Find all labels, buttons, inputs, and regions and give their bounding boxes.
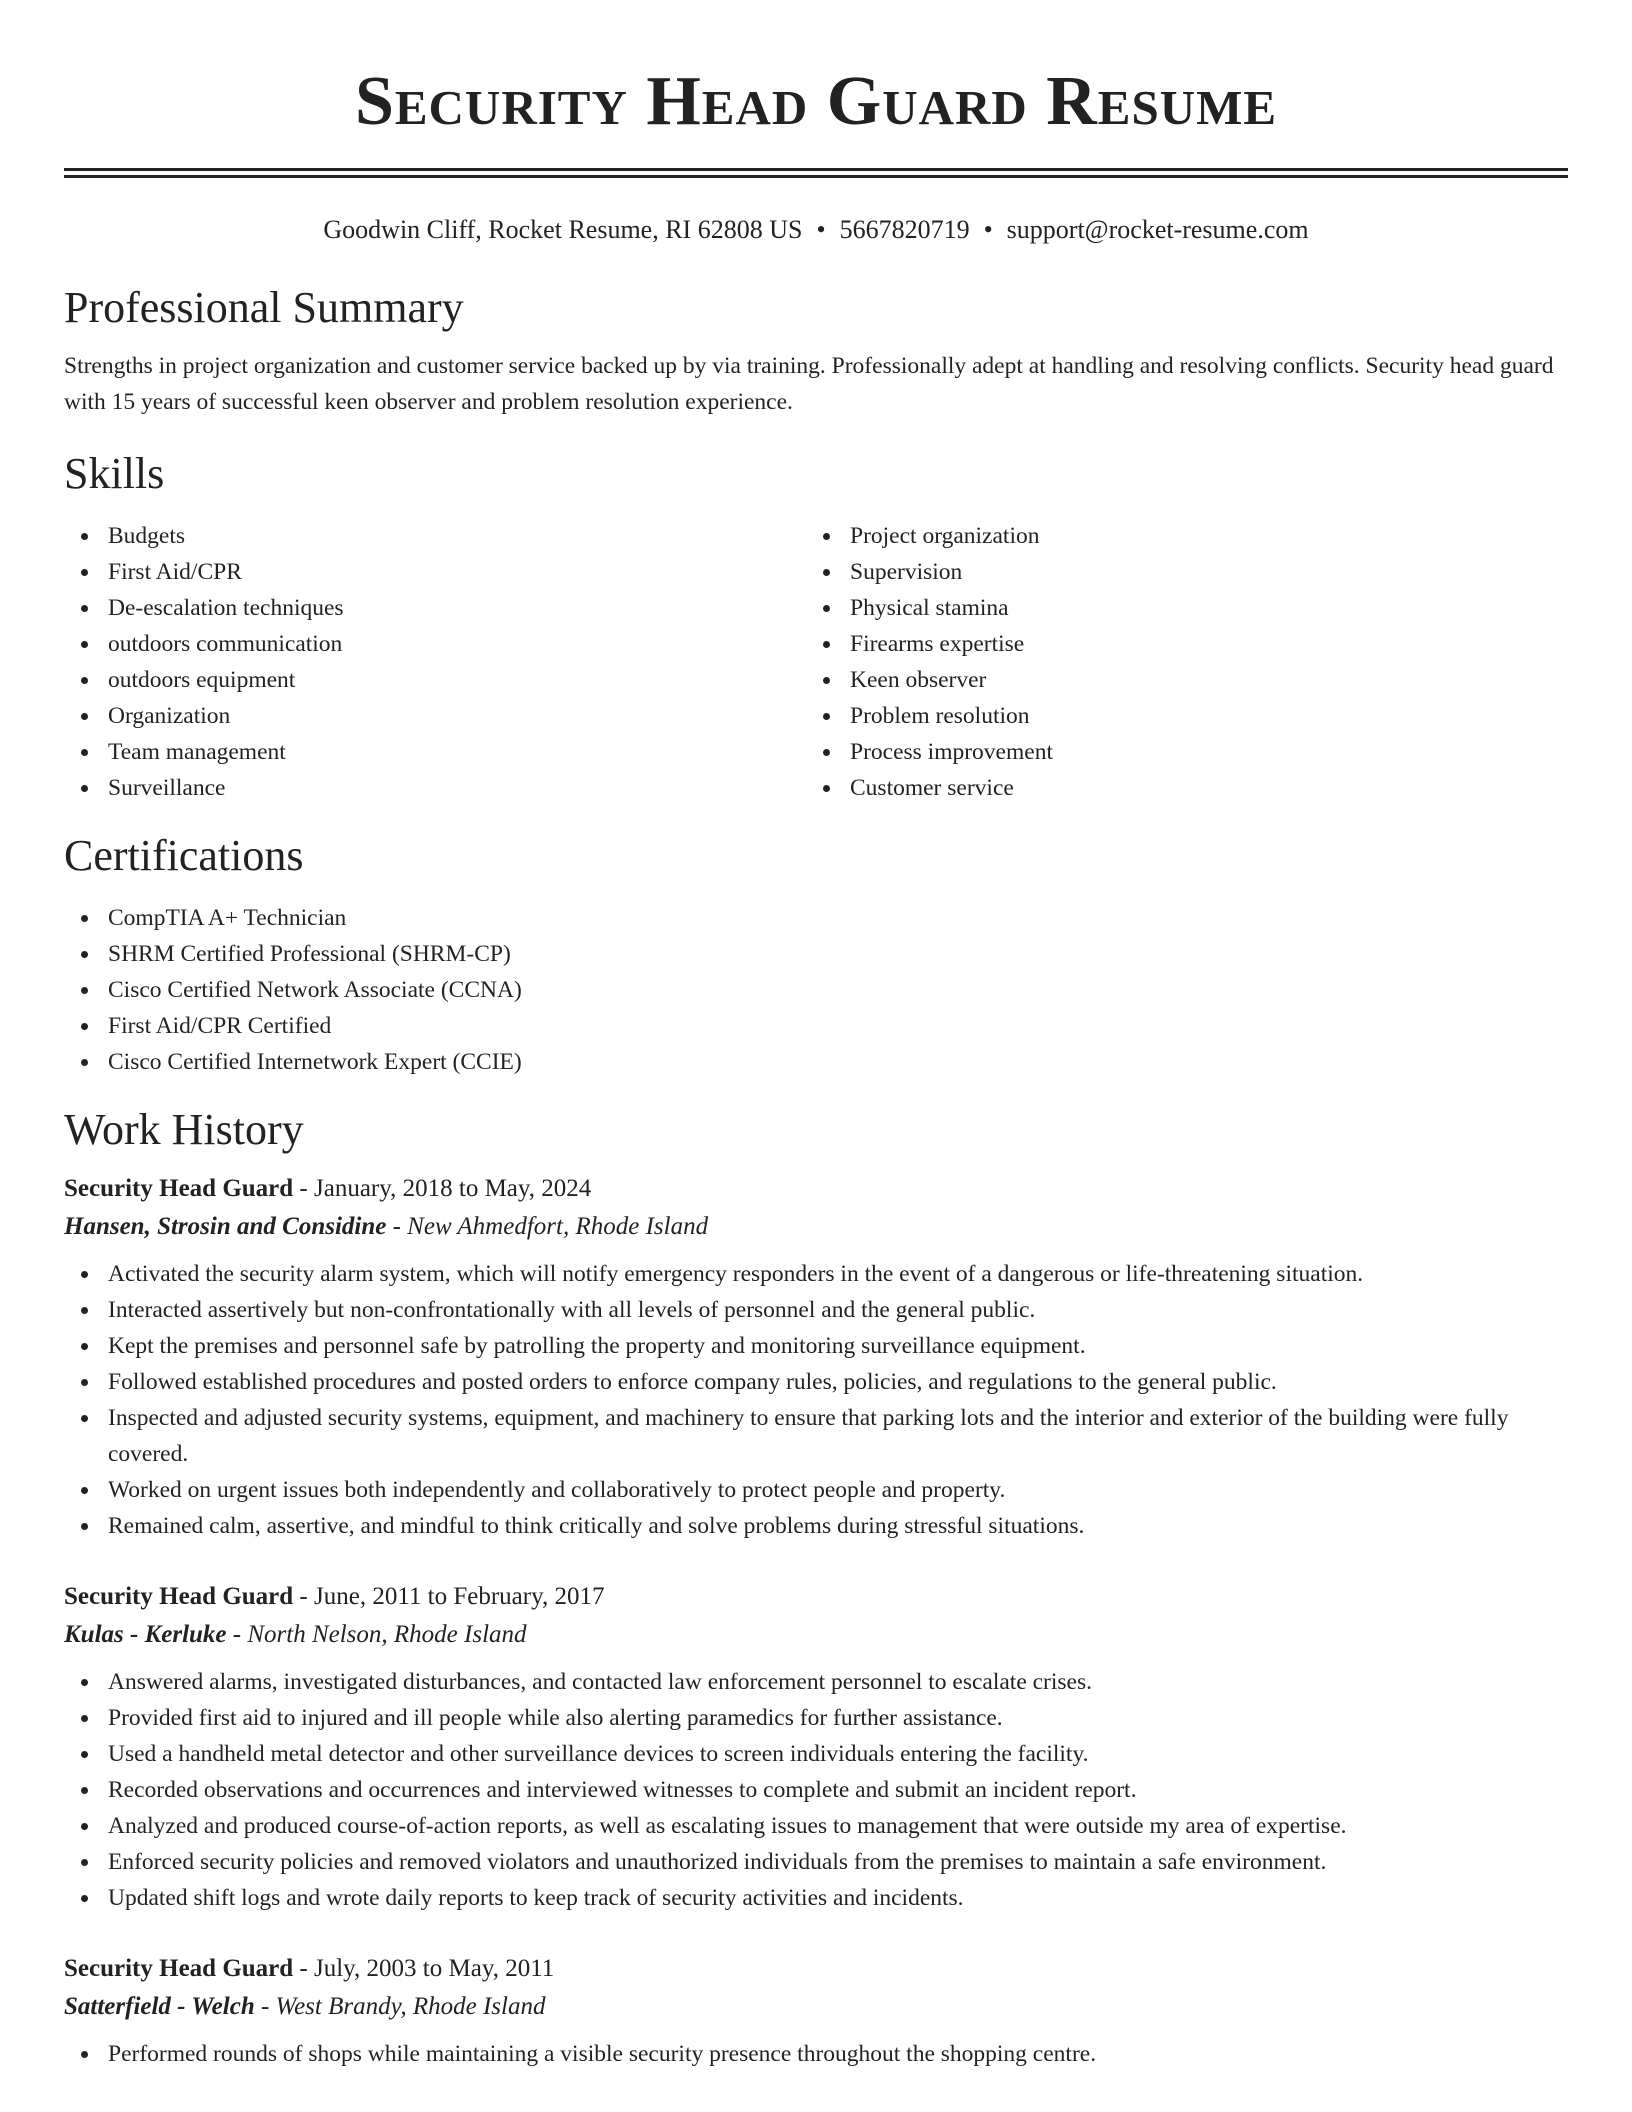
section-heading-summary: Professional Summary	[64, 283, 464, 332]
job-location: - New Ahmedfort, Rhode Island	[386, 1213, 709, 1240]
skill-item: Team management	[64, 734, 806, 770]
job-location: - North Nelson, Rhode Island	[226, 1621, 527, 1648]
skill-item: Process improvement	[806, 734, 1548, 770]
job-entry	[64, 1950, 1568, 2072]
contact-address: Goodwin Cliff, Rocket Resume, RI 62808 US	[323, 215, 803, 244]
job-duty-item: Performed rounds of shops while maintaining a visible security presence throughout the shopping centre.	[64, 2036, 1568, 2072]
section-heading-work-history: Work History	[64, 1105, 304, 1154]
job-header	[64, 1170, 1568, 1208]
certification-item: First Aid/CPR Certified	[64, 1008, 1568, 1044]
contact-separator: •	[816, 215, 826, 244]
skill-item: Supervision	[806, 554, 1548, 590]
resume-page	[64, 0, 1568, 2072]
job-duties-list	[64, 1256, 1568, 1544]
skill-item: Surveillance	[64, 770, 806, 806]
page-title: Security Head Guard Resume	[354, 63, 1278, 140]
job-duty-item: Provided first aid to injured and ill people while also alerting paramedics for further assistance.	[64, 1700, 1568, 1736]
skill-item: Project organization	[806, 518, 1548, 554]
job-location: - West Brandy, Rhode Island	[254, 1993, 546, 2020]
title-divider	[64, 168, 1568, 178]
certifications-list	[64, 900, 1568, 1080]
job-role: Security Head Guard	[64, 1175, 294, 1202]
skill-item: Organization	[64, 698, 806, 734]
job-entry	[64, 1578, 1568, 1916]
job-dates: - June, 2011 to February, 2017	[293, 1583, 605, 1610]
job-employer	[64, 1208, 1568, 1246]
certification-item: Cisco Certified Network Associate (CCNA)	[64, 972, 1568, 1008]
job-header	[64, 1950, 1568, 1988]
skills-grid	[64, 518, 1568, 806]
section-heading-skills: Skills	[64, 449, 165, 498]
contact-line	[64, 214, 1568, 246]
certification-item: SHRM Certified Professional (SHRM-CP)	[64, 936, 1568, 972]
job-role: Security Head Guard	[64, 1955, 294, 1982]
section-heading-certifications: Certifications	[64, 831, 304, 880]
summary-text: Strengths in project organization and customer service backed up by via training. Professionally adept at handling and resolving conflicts. Security head guard with 15 years of successful keen observer and problem resolution experience.	[64, 353, 1554, 415]
job-company: Hansen, Strosin and Considine	[64, 1213, 387, 1240]
job-employer	[64, 1988, 1568, 2026]
skill-item: Problem resolution	[806, 698, 1548, 734]
job-duties-list	[64, 2036, 1568, 2072]
certification-item: Cisco Certified Internetwork Expert (CCIE)	[64, 1044, 1568, 1080]
certification-item: CompTIA A+ Technician	[64, 900, 1568, 936]
skill-item: Keen observer	[806, 662, 1548, 698]
job-dates: - January, 2018 to May, 2024	[293, 1175, 592, 1202]
contact-separator: •	[983, 215, 993, 244]
job-duty-item: Remained calm, assertive, and mindful to think critically and solve problems during stressful situations.	[64, 1508, 1568, 1544]
job-duty-item: Worked on urgent issues both independently and collaboratively to protect people and property.	[64, 1472, 1568, 1508]
skills-list-left	[64, 518, 806, 806]
job-duty-item: Enforced security policies and removed violators and unauthorized individuals from the premises to maintain a safe environment.	[64, 1844, 1568, 1880]
job-role: Security Head Guard	[64, 1583, 294, 1610]
job-duties-list	[64, 1664, 1568, 1916]
job-header	[64, 1578, 1568, 1616]
job-duty-item: Kept the premises and personnel safe by patrolling the property and monitoring surveillance equipment.	[64, 1328, 1568, 1364]
job-company: Satterfield - Welch	[64, 1993, 255, 2020]
skill-item: Budgets	[64, 518, 806, 554]
job-duty-item: Analyzed and produced course-of-action reports, as well as escalating issues to management that were outside my area of expertise.	[64, 1808, 1568, 1844]
skill-item: De-escalation techniques	[64, 590, 806, 626]
skill-item: First Aid/CPR	[64, 554, 806, 590]
skill-item: outdoors equipment	[64, 662, 806, 698]
job-duty-item: Inspected and adjusted security systems, equipment, and machinery to ensure that parking lots and the interior and exterior of the building were fully covered.	[64, 1400, 1568, 1472]
skill-item: Physical stamina	[806, 590, 1548, 626]
job-duty-item: Used a handheld metal detector and other surveillance devices to screen individuals entering the facility.	[64, 1736, 1568, 1772]
job-entry	[64, 1170, 1568, 1544]
job-company: Kulas - Kerluke	[64, 1621, 227, 1648]
job-employer	[64, 1616, 1568, 1654]
skill-item: Customer service	[806, 770, 1548, 806]
skills-list-right	[806, 518, 1548, 806]
contact-phone: 5667820719	[839, 215, 970, 244]
job-dates: - July, 2003 to May, 2011	[293, 1955, 555, 1982]
job-duty-item: Interacted assertively but non-confrontationally with all levels of personnel and the general public.	[64, 1292, 1568, 1328]
job-duty-item: Recorded observations and occurrences and interviewed witnesses to complete and submit an incident report.	[64, 1772, 1568, 1808]
job-duty-item: Updated shift logs and wrote daily reports to keep track of security activities and incidents.	[64, 1880, 1568, 1916]
job-duty-item: Answered alarms, investigated disturbances, and contacted law enforcement personnel to escalate crises.	[64, 1664, 1568, 1700]
skill-item: Firearms expertise	[806, 626, 1548, 662]
job-duty-item: Activated the security alarm system, which will notify emergency responders in the event of a dangerous or life-threatening situation.	[64, 1256, 1568, 1292]
contact-email: support@rocket-resume.com	[1006, 215, 1309, 244]
skill-item: outdoors communication	[64, 626, 806, 662]
job-duty-item: Followed established procedures and posted orders to enforce company rules, policies, and regulations to the general public.	[64, 1364, 1568, 1400]
